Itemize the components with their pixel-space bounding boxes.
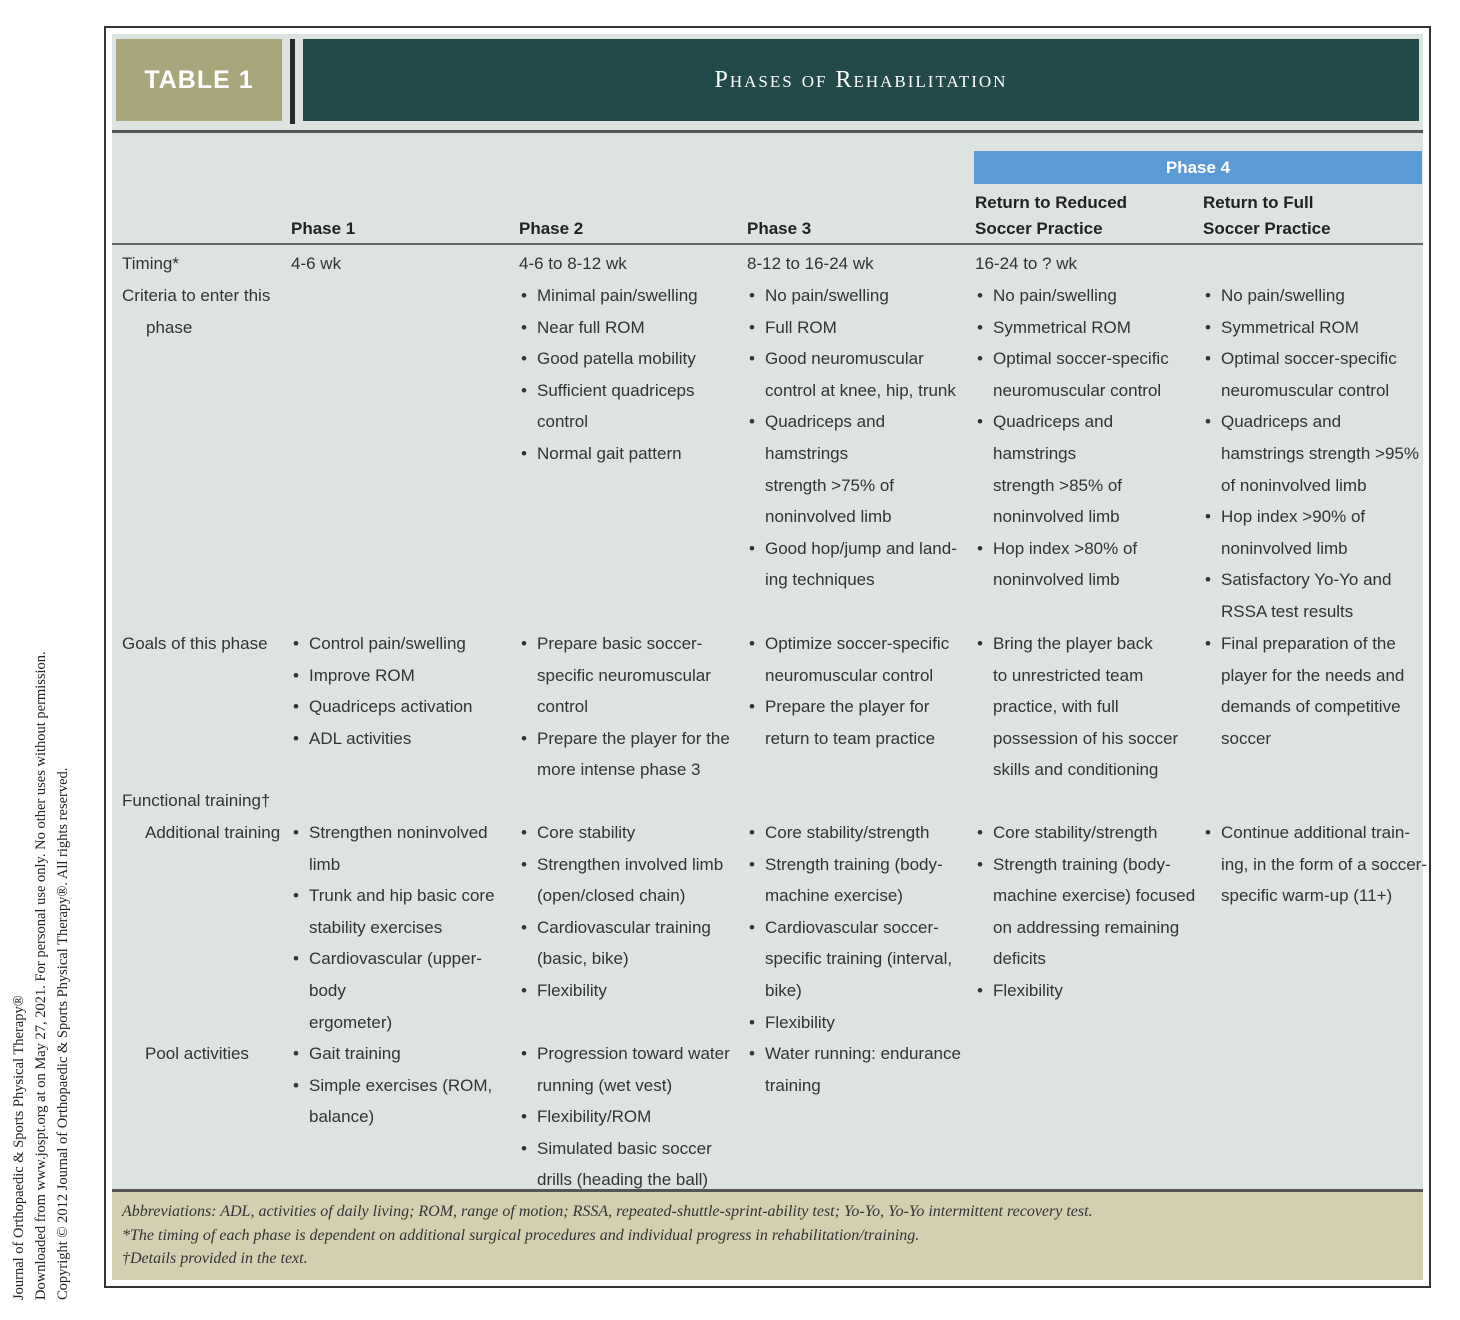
row-label-timing: Timing* <box>122 254 179 273</box>
list-item-line: to unrestricted team <box>993 665 1144 685</box>
list-item-line: noninvolved limb <box>765 507 892 527</box>
list-item-line: • Cardiovascular soccer- <box>765 917 939 937</box>
list-item-line: • Cardiovascular training <box>537 917 711 937</box>
list-item <box>1203 564 1428 627</box>
bullet-list <box>747 280 972 596</box>
bullet-list <box>747 1038 972 1101</box>
header-phase2: Phase 2 <box>519 219 584 238</box>
list-item-line: soccer <box>1221 728 1272 748</box>
list-item-line: • Optimal soccer-specific <box>1221 349 1397 369</box>
list-item-line: • Flexibility/ROM <box>537 1107 652 1127</box>
list-item-line: • Gait training <box>309 1044 401 1063</box>
list-item-line: • Cardiovascular (upper-body <box>309 949 482 1000</box>
list-item <box>747 1038 972 1101</box>
timing-phase1: 4-6 wk <box>291 254 342 273</box>
list-item-line: • Control pain/swelling <box>309 634 466 653</box>
list-item <box>975 312 1200 344</box>
list-item <box>1203 817 1428 912</box>
table-frame <box>104 26 1431 1288</box>
list-item-line: noninvolved limb <box>1221 538 1348 558</box>
timing-phase4a: 16-24 to ? wk <box>975 254 1078 273</box>
list-item <box>975 406 1200 532</box>
list-item <box>291 691 516 723</box>
list-item-line: return to team practice <box>765 728 936 748</box>
list-item-line: • Improve ROM <box>309 665 415 685</box>
table-label: TABLE 1 <box>116 39 282 121</box>
list-item-line: specific training (interval, <box>765 949 953 969</box>
list-item-line: • Quadriceps and <box>1221 412 1342 432</box>
list-item-line: • Prepare the player for the <box>537 728 730 748</box>
goals-phase1 <box>291 628 516 754</box>
list-item <box>291 817 516 880</box>
list-item-line: machine exercise) focused <box>993 886 1196 906</box>
list-item-line: balance) <box>309 1107 375 1127</box>
list-item <box>747 817 972 849</box>
list-item-line: • Near full ROM <box>537 317 645 337</box>
list-item-line: machine exercise) <box>765 886 903 906</box>
list-item <box>291 628 516 660</box>
list-item <box>1203 501 1428 564</box>
timing-phase3: 8-12 to 16-24 wk <box>747 254 874 273</box>
list-item-line: • Good patella mobility <box>537 349 696 369</box>
list-item-line: • Good hop/jump and land- <box>765 538 957 558</box>
list-item <box>1203 628 1428 754</box>
list-item <box>519 723 744 786</box>
list-item-line: • Strength training (body- <box>993 854 1171 874</box>
table-panel <box>112 34 1427 1280</box>
list-item <box>747 312 972 344</box>
list-item <box>747 343 972 406</box>
list-item <box>747 912 972 1007</box>
table-title: Phases of Rehabilitation <box>303 39 1419 121</box>
row-label-pool: Pool activities <box>145 1044 249 1063</box>
header-line: Soccer Practice <box>975 219 1103 238</box>
list-item-line: running (wet vest) <box>537 1075 673 1095</box>
bullet-list <box>519 280 739 470</box>
pool-phase2 <box>519 1038 744 1196</box>
bullet-list <box>747 628 972 754</box>
list-item-line: strength >85% of <box>993 475 1123 495</box>
list-item-line: • Prepare basic soccer- <box>537 634 703 653</box>
list-item-line: stability exercises <box>309 917 443 937</box>
list-item <box>1203 280 1428 312</box>
list-item-line: neuromuscular control <box>1221 380 1390 400</box>
list-item-line: • Flexibility <box>993 980 1063 1000</box>
list-item-line: limb <box>309 854 341 874</box>
list-item-line: ing techniques <box>765 570 875 590</box>
list-item-line: • Simple exercises (ROM, <box>309 1075 493 1095</box>
list-item-line: • No pain/swelling <box>765 286 889 305</box>
header-line: Return to Reduced <box>975 193 1128 212</box>
list-item <box>519 1101 744 1133</box>
list-item-line: • Flexibility <box>537 980 607 1000</box>
additional-phase1 <box>291 817 516 1038</box>
footnote-details: †Details provided in the text. <box>122 1250 308 1267</box>
list-item <box>291 1070 516 1133</box>
row-label-goals: Goals of this phase <box>122 634 268 653</box>
bullet-list <box>519 628 744 786</box>
header-line: Return to Full <box>1203 193 1314 212</box>
list-item-line: practice, with full <box>993 697 1119 717</box>
list-item-line: • Optimize soccer-specific <box>765 634 950 653</box>
list-item-line: on addressing remaining <box>993 917 1180 937</box>
list-item-line: strength >75% of <box>765 475 895 495</box>
list-item <box>291 660 516 692</box>
bullet-list <box>1203 280 1428 628</box>
list-item <box>747 533 972 596</box>
goals-phase4a <box>975 628 1200 786</box>
list-item-line: more intense phase 3 <box>537 760 701 780</box>
list-item-line: player for the needs and <box>1221 665 1405 685</box>
criteria-phase4b <box>1203 280 1428 628</box>
list-item-line: • Symmetrical ROM <box>993 317 1131 337</box>
list-item-line: (open/closed chain) <box>537 886 686 906</box>
list-item <box>519 817 744 849</box>
list-item-line: drills (heading the ball) <box>537 1170 709 1190</box>
header-line: Soccer Practice <box>1203 219 1331 238</box>
list-item-line: ing, in the form of a soccer- <box>1221 854 1427 874</box>
goals-phase2 <box>519 628 744 786</box>
footnote-abbreviations: Abbreviations: ADL, activities of daily living; ROM, range of motion; RSSA, repeated-shuttle-sprint-ability test; Yo-Yo, Yo-Yo intermittent recovery test. <box>122 1203 1093 1220</box>
list-item <box>975 280 1200 312</box>
list-item-line: • Quadriceps activation <box>309 697 473 717</box>
timing-phase2: 4-6 to 8-12 wk <box>519 254 627 273</box>
list-item-line: • Core stability <box>537 823 636 842</box>
list-item <box>747 849 972 912</box>
list-item <box>519 438 739 470</box>
list-item-line: • ADL activities <box>309 728 412 748</box>
list-item <box>975 975 1200 1007</box>
additional-phase4a <box>975 817 1200 1007</box>
list-item-line: hamstrings strength >95% <box>1221 443 1419 463</box>
list-item-line: possession of his soccer <box>993 728 1179 748</box>
header-phase1: Phase 1 <box>291 219 356 238</box>
list-item-line: • Strengthen noninvolved <box>309 823 488 842</box>
title-divider <box>112 130 1423 133</box>
list-item <box>975 849 1200 975</box>
list-item <box>291 880 516 943</box>
list-item-line: • No pain/swelling <box>1221 286 1345 305</box>
bullet-list <box>1203 817 1428 912</box>
goals-phase4b <box>1203 628 1428 754</box>
pool-phase1 <box>291 1038 516 1133</box>
list-item-line: ergometer) <box>309 1012 393 1032</box>
list-item-line: • Final preparation of the <box>1221 634 1396 653</box>
list-item <box>519 1133 744 1196</box>
list-item-line: • Bring the player back <box>993 634 1153 653</box>
list-item-line: • Normal gait pattern <box>537 443 682 463</box>
additional-phase2 <box>519 817 744 1007</box>
list-item <box>291 723 516 755</box>
list-item <box>747 628 972 691</box>
row-label-criteria <box>122 280 270 343</box>
table-footnotes <box>112 1192 1423 1280</box>
list-item-line: • Quadriceps and hamstrings <box>993 412 1114 463</box>
list-item-line: • Satisfactory Yo-Yo and <box>1221 570 1392 590</box>
list-item-line: • Hop index >80% of <box>993 538 1138 558</box>
list-item <box>1203 343 1428 406</box>
list-item <box>1203 406 1428 501</box>
row-label-functional: Functional training† <box>122 791 271 810</box>
header-divider <box>112 243 1423 245</box>
list-item <box>519 343 739 375</box>
list-item-line: • Good neuromuscular <box>765 349 924 369</box>
criteria-phase4a <box>975 280 1200 596</box>
list-item <box>747 406 972 532</box>
list-item-line: of noninvolved limb <box>1221 475 1367 495</box>
side-note-line: Downloaded from www.jospt.org at on May 27, 2021. For personal use only. No other uses without permission. <box>33 651 49 1300</box>
bullet-list <box>1203 628 1428 754</box>
list-item-line: RSSA test results <box>1221 601 1354 621</box>
list-item-line: • Quadriceps and hamstrings <box>765 412 886 463</box>
list-item-line: • Continue additional train- <box>1221 823 1411 842</box>
list-item-line: • Full ROM <box>765 317 837 337</box>
list-item <box>291 943 516 1038</box>
additional-phase4b <box>1203 817 1428 912</box>
side-note-line: Copyright © 2012 Journal of Orthopaedic & Sports Physical Therapy®. All rights reserved. <box>55 767 71 1300</box>
row-label-line: Criteria to enter this <box>122 286 271 305</box>
list-item <box>291 1038 516 1070</box>
list-item <box>519 1038 744 1101</box>
list-item <box>1203 312 1428 344</box>
list-item-line: (basic, bike) <box>537 949 629 969</box>
list-item-line: demands of competitive <box>1221 697 1401 717</box>
bullet-list <box>975 817 1200 1007</box>
list-item <box>519 912 744 975</box>
list-item <box>975 533 1200 596</box>
list-item <box>519 975 744 1007</box>
bullet-list <box>291 817 516 1038</box>
list-item <box>747 691 972 754</box>
bullet-list <box>747 817 972 1038</box>
list-item-line: • Symmetrical ROM <box>1221 317 1359 337</box>
bullet-list <box>975 280 1200 596</box>
list-item-line: neuromuscular control <box>993 380 1162 400</box>
list-item-line: • Simulated basic soccer <box>537 1138 712 1158</box>
list-item <box>747 280 972 312</box>
list-item-line: skills and conditioning <box>993 760 1159 780</box>
additional-phase3 <box>747 817 972 1038</box>
list-item <box>519 849 744 912</box>
list-item-line: • Water running: endurance <box>765 1044 961 1063</box>
list-item-line: control at knee, hip, trunk <box>765 380 956 400</box>
bullet-list <box>975 628 1200 786</box>
list-item-line: specific warm-up (11+) <box>1221 886 1393 906</box>
separator-bar <box>290 39 295 124</box>
list-item-line: • Progression toward water <box>537 1044 730 1063</box>
goals-phase3 <box>747 628 972 754</box>
list-item-line: • Prepare the player for <box>765 697 930 717</box>
list-item-line: noninvolved limb <box>993 570 1120 590</box>
bullet-list <box>291 1038 516 1133</box>
list-item-line: • No pain/swelling <box>993 286 1117 305</box>
criteria-phase3 <box>747 280 972 596</box>
list-item-line: • Trunk and hip basic core <box>309 886 495 906</box>
list-item-line: noninvolved limb <box>993 507 1120 527</box>
list-item-line: control <box>537 412 589 432</box>
list-item-line: • Strength training (body- <box>765 854 943 874</box>
pool-phase3 <box>747 1038 972 1101</box>
list-item-line: • Core stability/strength <box>993 823 1158 842</box>
list-item-line: • Hop index >90% of <box>1221 507 1366 527</box>
list-item <box>519 312 739 344</box>
phase4-header: Phase 4 <box>974 151 1422 184</box>
list-item <box>519 375 739 438</box>
list-item-line: • Flexibility <box>765 1012 835 1032</box>
list-item <box>975 817 1200 849</box>
list-item-line: • Minimal pain/swelling <box>537 286 698 305</box>
criteria-phase2 <box>519 280 739 470</box>
header-phase4b <box>1203 190 1331 242</box>
list-item-line: specific neuromuscular <box>537 665 711 685</box>
list-item-line: deficits <box>993 949 1046 969</box>
row-label-line: phase <box>146 317 193 337</box>
list-item-line: neuromuscular control <box>765 665 934 685</box>
bullet-list <box>519 817 744 1007</box>
copyright-side-note <box>8 400 74 1300</box>
list-item <box>519 280 739 312</box>
bullet-list <box>291 628 516 754</box>
list-item-line: control <box>537 697 589 717</box>
header-phase3: Phase 3 <box>747 219 812 238</box>
list-item-line: • Optimal soccer-specific <box>993 349 1169 369</box>
footnote-timing: *The timing of each phase is dependent on additional surgical procedures and individual progress in rehabilitation/training. <box>122 1226 920 1244</box>
list-item <box>975 628 1200 786</box>
list-item-line: • Core stability/strength <box>765 823 930 842</box>
list-item <box>747 1007 972 1039</box>
list-item-line: • Strengthen involved limb <box>537 854 724 874</box>
list-item <box>519 628 744 723</box>
list-item-line: bike) <box>765 980 802 1000</box>
header-phase4a <box>975 190 1127 242</box>
list-item <box>975 343 1200 406</box>
list-item-line: • Sufficient quadriceps <box>537 380 695 400</box>
row-label-additional: Additional training <box>145 823 281 842</box>
bullet-list <box>519 1038 744 1196</box>
list-item-line: training <box>765 1075 821 1095</box>
side-note-line: Journal of Orthopaedic & Sports Physical Therapy® <box>11 995 27 1300</box>
